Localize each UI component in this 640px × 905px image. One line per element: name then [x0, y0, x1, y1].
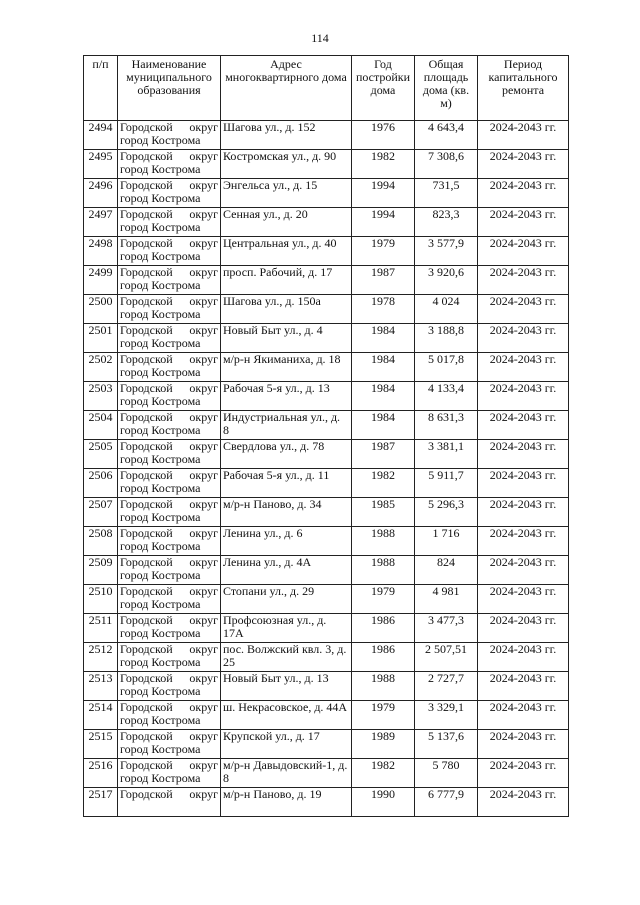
municipality-city: город Кострома: [120, 510, 201, 524]
period-cell: 2024-2043 гг.: [478, 440, 569, 469]
address-cell: м/р-н Давыдовский-1, д. 8: [221, 759, 352, 788]
address-cell: Стопани ул., д. 29: [221, 585, 352, 614]
area-cell: 5 296,3: [415, 498, 478, 527]
municipality-word-1: Городской: [120, 468, 173, 482]
year-cell: 1984: [352, 324, 415, 353]
municipality-cell: [118, 614, 221, 643]
address-cell: м/р-н Якиманиха, д. 18: [221, 353, 352, 382]
address-cell: Шагова ул., д. 152: [221, 121, 352, 150]
municipality-cell: [118, 788, 221, 817]
municipality-word-2: округ: [189, 758, 218, 772]
period-cell: 2024-2043 гг.: [478, 672, 569, 701]
table-row: [84, 556, 569, 585]
row-number-cell: 2517: [84, 788, 118, 817]
municipality-word-1: Городской: [120, 555, 173, 569]
period-cell: 2024-2043 гг.: [478, 324, 569, 353]
header-period: Период капитального ремонта: [478, 56, 569, 121]
municipality-city: город Кострома: [120, 713, 201, 727]
table-row: [84, 353, 569, 382]
area-cell: 1 716: [415, 527, 478, 556]
row-number-cell: 2513: [84, 672, 118, 701]
year-cell: 1986: [352, 614, 415, 643]
row-number-cell: 2515: [84, 730, 118, 759]
municipality-word-2: округ: [189, 584, 218, 598]
row-number-cell: 2499: [84, 266, 118, 295]
year-cell: 1989: [352, 730, 415, 759]
period-cell: 2024-2043 гг.: [478, 382, 569, 411]
year-cell: 1985: [352, 498, 415, 527]
table-row: [84, 672, 569, 701]
period-cell: 2024-2043 гг.: [478, 527, 569, 556]
municipality-word-2: округ: [189, 729, 218, 743]
address-cell: Костромская ул., д. 90: [221, 150, 352, 179]
year-cell: 1990: [352, 788, 415, 817]
municipality-word-1: Городской: [120, 758, 173, 772]
municipality-city: город Кострома: [120, 307, 201, 321]
year-cell: 1982: [352, 150, 415, 179]
year-cell: 1994: [352, 208, 415, 237]
municipality-word-2: округ: [189, 700, 218, 714]
municipality-city: город Кострома: [120, 278, 201, 292]
municipality-word-1: Городской: [120, 671, 173, 685]
address-cell: Крупской ул., д. 17: [221, 730, 352, 759]
municipality-cell: [118, 411, 221, 440]
period-cell: 2024-2043 гг.: [478, 614, 569, 643]
municipality-word-2: округ: [189, 642, 218, 656]
row-number-cell: 2501: [84, 324, 118, 353]
row-number-cell: 2508: [84, 527, 118, 556]
municipality-city: город Кострома: [120, 742, 201, 756]
table-row: [84, 121, 569, 150]
municipality-cell: [118, 527, 221, 556]
municipality-city: город Кострома: [120, 684, 201, 698]
municipality-word-1: Городской: [120, 410, 173, 424]
municipality-cell: [118, 730, 221, 759]
year-cell: 1988: [352, 556, 415, 585]
area-cell: 5 017,8: [415, 353, 478, 382]
period-cell: 2024-2043 гг.: [478, 469, 569, 498]
municipality-word-1: Городской: [120, 497, 173, 511]
municipality-word-2: округ: [189, 265, 218, 279]
area-cell: 3 188,8: [415, 324, 478, 353]
area-cell: 824: [415, 556, 478, 585]
municipality-cell: [118, 701, 221, 730]
table-row: [84, 469, 569, 498]
municipality-word-1: Городской: [120, 352, 173, 366]
municipality-cell: [118, 440, 221, 469]
row-number-cell: 2510: [84, 585, 118, 614]
table-row: [84, 585, 569, 614]
address-cell: просп. Рабочий, д. 17: [221, 266, 352, 295]
row-number-cell: 2503: [84, 382, 118, 411]
municipality-city: город Кострома: [120, 597, 201, 611]
address-cell: м/р-н Паново, д. 19: [221, 788, 352, 817]
municipality-word-2: округ: [189, 410, 218, 424]
address-cell: Новый Быт ул., д. 13: [221, 672, 352, 701]
table-row: [84, 266, 569, 295]
municipality-word-2: округ: [189, 671, 218, 685]
municipality-word-1: Городской: [120, 149, 173, 163]
municipality-word-1: Городской: [120, 642, 173, 656]
municipality-city: город Кострома: [120, 365, 201, 379]
municipality-word-2: округ: [189, 207, 218, 221]
row-number-cell: 2505: [84, 440, 118, 469]
period-cell: 2024-2043 гг.: [478, 701, 569, 730]
table-row: [84, 759, 569, 788]
municipality-city: город Кострома: [120, 133, 201, 147]
municipality-word-1: Городской: [120, 236, 173, 250]
year-cell: 1984: [352, 411, 415, 440]
address-cell: Рабочая 5-я ул., д. 13: [221, 382, 352, 411]
municipality-city: город Кострома: [120, 162, 201, 176]
area-cell: 3 920,6: [415, 266, 478, 295]
year-cell: 1984: [352, 382, 415, 411]
row-number-cell: 2502: [84, 353, 118, 382]
address-cell: ш. Некрасовское, д. 44А: [221, 701, 352, 730]
row-number-cell: 2509: [84, 556, 118, 585]
address-cell: Сенная ул., д. 20: [221, 208, 352, 237]
year-cell: 1987: [352, 266, 415, 295]
municipality-word-1: Городской: [120, 584, 173, 598]
row-number-cell: 2495: [84, 150, 118, 179]
municipality-word-2: округ: [189, 178, 218, 192]
address-cell: Свердлова ул., д. 78: [221, 440, 352, 469]
area-cell: 2 507,51: [415, 643, 478, 672]
year-cell: 1982: [352, 759, 415, 788]
period-cell: 2024-2043 гг.: [478, 353, 569, 382]
row-number-cell: 2511: [84, 614, 118, 643]
municipality-cell: [118, 672, 221, 701]
period-cell: 2024-2043 гг.: [478, 411, 569, 440]
row-number-cell: 2516: [84, 759, 118, 788]
municipality-city: город Кострома: [120, 452, 201, 466]
address-cell: Индустриальная ул., д. 8: [221, 411, 352, 440]
address-cell: Ленина ул., д. 6: [221, 527, 352, 556]
area-cell: 731,5: [415, 179, 478, 208]
period-cell: 2024-2043 гг.: [478, 208, 569, 237]
municipality-city: город Кострома: [120, 220, 201, 234]
table-row: [84, 324, 569, 353]
municipality-word-2: округ: [189, 149, 218, 163]
municipality-cell: [118, 469, 221, 498]
municipality-city: город Кострома: [120, 249, 201, 263]
municipality-word-1: Городской: [120, 323, 173, 337]
row-number-cell: 2496: [84, 179, 118, 208]
page-number: 114: [311, 31, 329, 45]
address-cell: Шагова ул., д. 150а: [221, 295, 352, 324]
municipality-cell: [118, 585, 221, 614]
table-row: [84, 701, 569, 730]
row-number-cell: 2498: [84, 237, 118, 266]
address-cell: м/р-н Паново, д. 34: [221, 498, 352, 527]
table-row: [84, 730, 569, 759]
year-cell: 1988: [352, 527, 415, 556]
municipality-city: город Кострома: [120, 481, 201, 495]
municipality-word-1: Городской: [120, 381, 173, 395]
table-row: [84, 527, 569, 556]
municipality-city: город Кострома: [120, 771, 201, 785]
period-cell: 2024-2043 гг.: [478, 295, 569, 324]
address-cell: Новый Быт ул., д. 4: [221, 324, 352, 353]
row-number-cell: 2504: [84, 411, 118, 440]
address-cell: пос. Волжский квл. 3, д. 25: [221, 643, 352, 672]
period-cell: 2024-2043 гг.: [478, 643, 569, 672]
municipality-word-2: округ: [189, 526, 218, 540]
period-cell: 2024-2043 гг.: [478, 150, 569, 179]
municipality-word-1: Городской: [120, 439, 173, 453]
table-row: [84, 237, 569, 266]
area-cell: 5 780: [415, 759, 478, 788]
table-row: [84, 643, 569, 672]
table-body: [84, 121, 569, 817]
municipality-word-1: Городской: [120, 729, 173, 743]
municipality-cell: [118, 179, 221, 208]
municipality-word-2: округ: [189, 323, 218, 337]
address-cell: Рабочая 5-я ул., д. 11: [221, 469, 352, 498]
period-cell: 2024-2043 гг.: [478, 759, 569, 788]
address-cell: Центральная ул., д. 40: [221, 237, 352, 266]
area-cell: 4 643,4: [415, 121, 478, 150]
year-cell: 1976: [352, 121, 415, 150]
municipality-cell: [118, 121, 221, 150]
area-cell: 3 577,9: [415, 237, 478, 266]
row-number-cell: 2506: [84, 469, 118, 498]
year-cell: 1979: [352, 237, 415, 266]
period-cell: 2024-2043 гг.: [478, 266, 569, 295]
area-cell: 3 329,1: [415, 701, 478, 730]
header-address: Адрес многоквартирного дома: [221, 56, 352, 121]
table-row: [84, 150, 569, 179]
row-number-cell: 2514: [84, 701, 118, 730]
municipality-cell: [118, 208, 221, 237]
area-cell: 5 911,7: [415, 469, 478, 498]
municipality-word-2: округ: [189, 787, 218, 801]
area-cell: 3 477,3: [415, 614, 478, 643]
area-cell: 6 777,9: [415, 788, 478, 817]
period-cell: 2024-2043 гг.: [478, 498, 569, 527]
municipality-word-1: Городской: [120, 265, 173, 279]
municipality-word-2: округ: [189, 497, 218, 511]
year-cell: 1979: [352, 585, 415, 614]
table-row: [84, 295, 569, 324]
municipality-word-2: округ: [189, 613, 218, 627]
municipality-cell: [118, 643, 221, 672]
municipality-word-2: округ: [189, 439, 218, 453]
area-cell: 4 981: [415, 585, 478, 614]
header-municipality: Наименование муниципального образования: [118, 56, 221, 121]
period-cell: 2024-2043 гг.: [478, 585, 569, 614]
municipality-word-2: округ: [189, 236, 218, 250]
municipality-word-2: округ: [189, 468, 218, 482]
area-cell: 4 024: [415, 295, 478, 324]
period-cell: 2024-2043 гг.: [478, 788, 569, 817]
municipality-cell: [118, 498, 221, 527]
header-area: Общая площадь дома (кв. м): [415, 56, 478, 121]
table-row: [84, 382, 569, 411]
municipality-word-1: Городской: [120, 787, 173, 801]
table-row: [84, 498, 569, 527]
municipality-word-1: Городской: [120, 120, 173, 134]
period-cell: 2024-2043 гг.: [478, 730, 569, 759]
municipality-cell: [118, 295, 221, 324]
header-year: Год постройки дома: [352, 56, 415, 121]
address-cell: Ленина ул., д. 4А: [221, 556, 352, 585]
municipality-cell: [118, 150, 221, 179]
year-cell: 1986: [352, 643, 415, 672]
municipality-city: город Кострома: [120, 655, 201, 669]
table-row: [84, 440, 569, 469]
address-cell: Профсоюзная ул., д. 17А: [221, 614, 352, 643]
municipality-word-2: округ: [189, 120, 218, 134]
address-cell: Энгельса ул., д. 15: [221, 179, 352, 208]
municipality-word-1: Городской: [120, 294, 173, 308]
table-row: [84, 614, 569, 643]
municipality-word-2: округ: [189, 352, 218, 366]
area-cell: 8 631,3: [415, 411, 478, 440]
area-cell: 7 308,6: [415, 150, 478, 179]
area-cell: 4 133,4: [415, 382, 478, 411]
row-number-cell: 2507: [84, 498, 118, 527]
municipality-cell: [118, 266, 221, 295]
table-header-row: [84, 56, 569, 121]
municipality-city: город Кострома: [120, 191, 201, 205]
year-cell: 1982: [352, 469, 415, 498]
row-number-cell: 2497: [84, 208, 118, 237]
year-cell: 1987: [352, 440, 415, 469]
table-row: [84, 788, 569, 817]
municipality-city: город Кострома: [120, 336, 201, 350]
municipality-cell: [118, 353, 221, 382]
area-cell: 5 137,6: [415, 730, 478, 759]
year-cell: 1979: [352, 701, 415, 730]
municipality-word-2: округ: [189, 381, 218, 395]
municipality-city: город Кострома: [120, 626, 201, 640]
year-cell: 1994: [352, 179, 415, 208]
municipality-word-1: Городской: [120, 207, 173, 221]
municipality-cell: [118, 324, 221, 353]
area-cell: 823,3: [415, 208, 478, 237]
municipality-city: город Кострома: [120, 394, 201, 408]
municipality-city: город Кострома: [120, 568, 201, 582]
municipality-city: город Кострома: [120, 423, 201, 437]
municipality-word-1: Городской: [120, 700, 173, 714]
row-number-cell: 2512: [84, 643, 118, 672]
housing-registry-table: [83, 55, 569, 817]
header-num: п/п: [84, 56, 118, 121]
municipality-word-2: округ: [189, 294, 218, 308]
period-cell: 2024-2043 гг.: [478, 179, 569, 208]
area-cell: 2 727,7: [415, 672, 478, 701]
row-number-cell: 2494: [84, 121, 118, 150]
row-number-cell: 2500: [84, 295, 118, 324]
municipality-word-1: Городской: [120, 526, 173, 540]
municipality-word-1: Городской: [120, 178, 173, 192]
municipality-cell: [118, 237, 221, 266]
period-cell: 2024-2043 гг.: [478, 237, 569, 266]
year-cell: 1978: [352, 295, 415, 324]
table-row: [84, 179, 569, 208]
municipality-word-1: Городской: [120, 613, 173, 627]
year-cell: 1988: [352, 672, 415, 701]
municipality-cell: [118, 382, 221, 411]
municipality-cell: [118, 759, 221, 788]
area-cell: 3 381,1: [415, 440, 478, 469]
municipality-city: город Кострома: [120, 539, 201, 553]
year-cell: 1984: [352, 353, 415, 382]
municipality-word-2: округ: [189, 555, 218, 569]
period-cell: 2024-2043 гг.: [478, 121, 569, 150]
municipality-cell: [118, 556, 221, 585]
table-row: [84, 411, 569, 440]
period-cell: 2024-2043 гг.: [478, 556, 569, 585]
table-row: [84, 208, 569, 237]
